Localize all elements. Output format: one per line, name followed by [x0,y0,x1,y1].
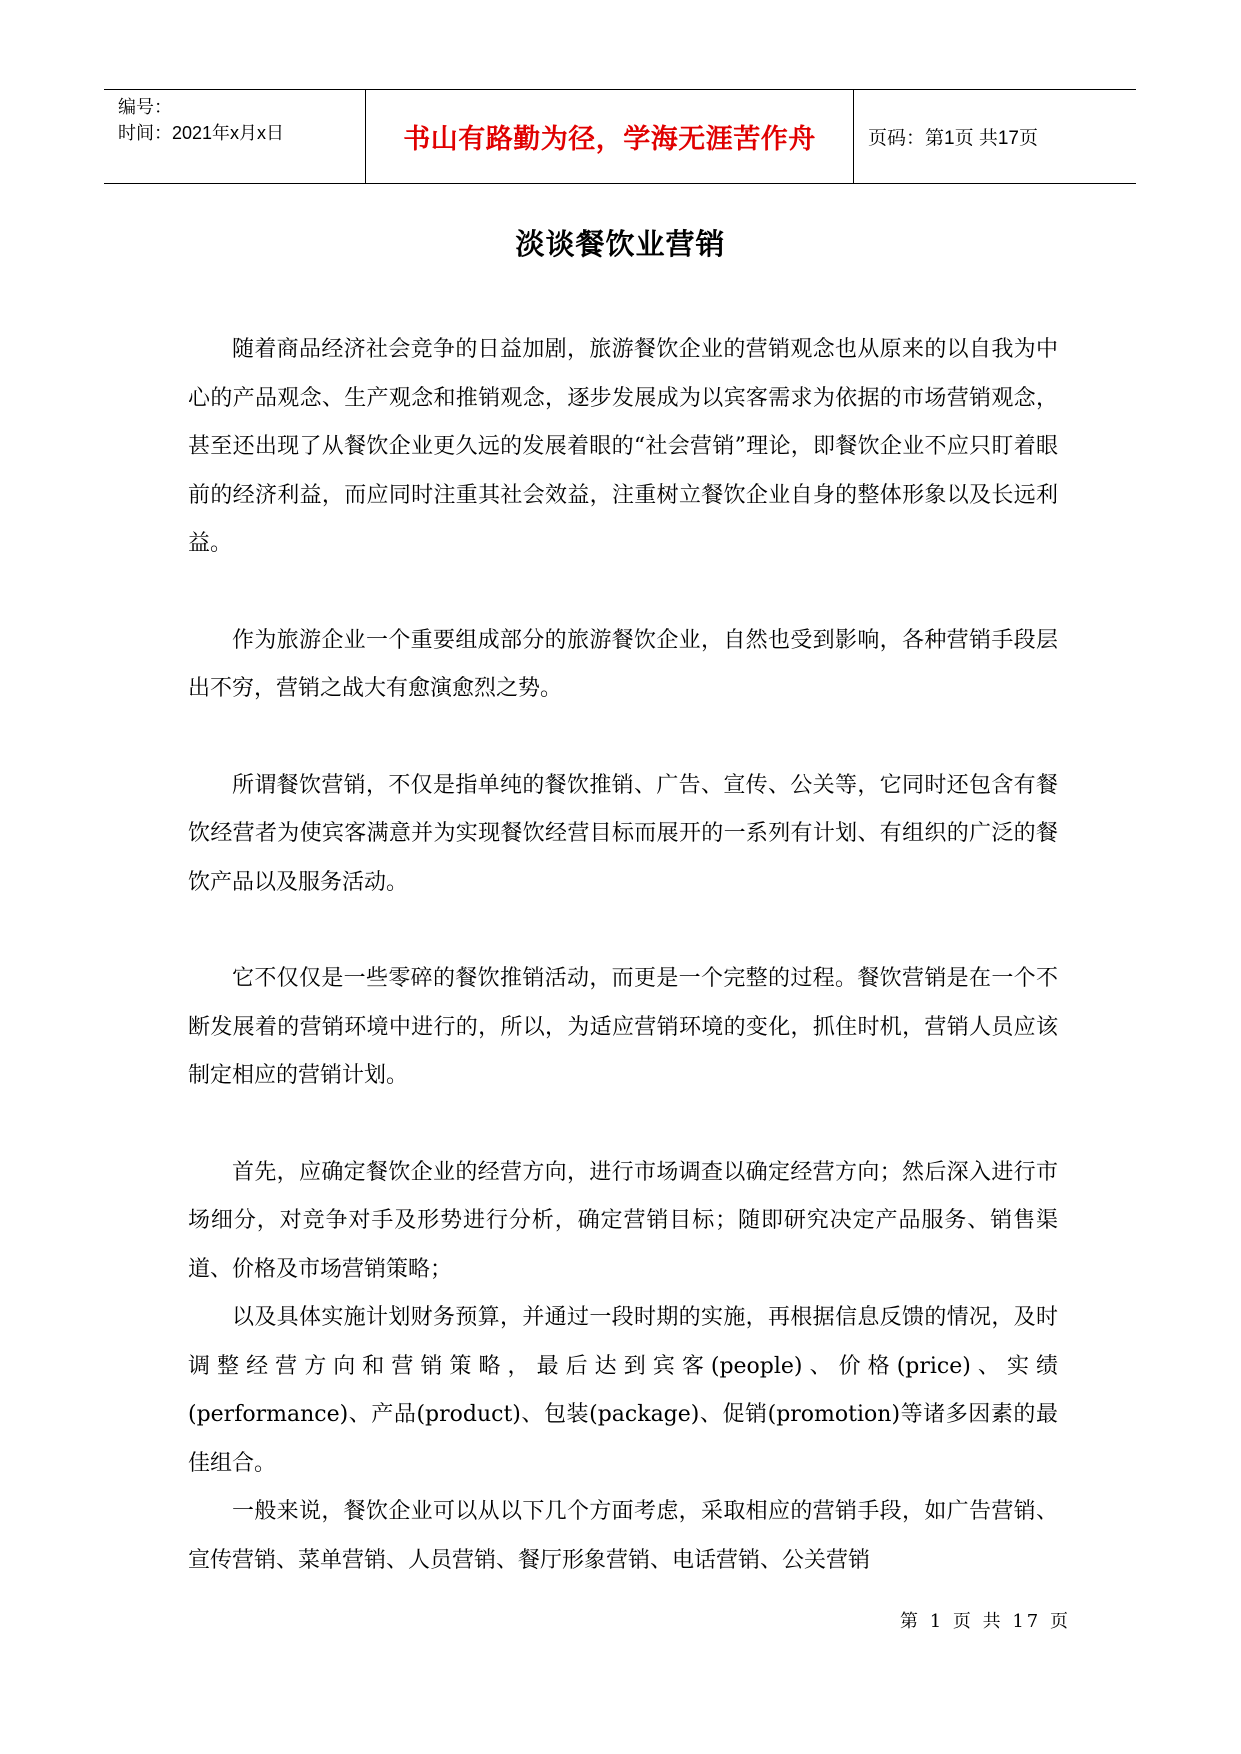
header-motto: 书山有路勤为径，学海无涯苦作舟 [366,90,854,183]
paragraph: 作为旅游企业一个重要组成部分的旅游餐饮企业，自然也受到影响，各种营销手段层出不穷，营销之战大有愈演愈烈之势。 [188,627,1058,701]
paragraph: 它不仅仅是一些零碎的餐饮推销活动，而更是一个完整的过程。餐饮营销是在一个不断发展着的营销环境中进行的，所以，为适应营销环境的变化，抓住时机，营销人员应该制定相应的营销计划。 [188,966,1058,1088]
date-label: 时间：2021年x月x日 [118,123,285,143]
document-body [188,326,1058,1585]
paragraph: 所谓餐饮营销，不仅是指单纯的餐饮推销、广告、宣传、公关等，它同时还包含有餐饮经营者为使宾客满意并为实现餐饮经营目标而展开的一系列有计划、有组织的广泛的餐饮产品以及服务活动。 [188,772,1058,895]
document-title: 淡谈餐饮业营销 [515,227,726,261]
header-meta [104,90,366,183]
paragraph: 以及具体实施计划财务预算，并通过一段时期的实施，再根据信息反馈的情况，及时调整经营方向和营销策略，最后达到宾客(people)、价格(price)、实绩(performance)、产品(product)、包装(package)、促销(promotion)等诸多因素的最佳组合。 [188,1305,1058,1476]
paragraph: 首先，应确定餐饮企业的经营方向，进行市场调查以确定经营方向；然后深入进行市场细分，对竞争对手及形势进行分析，确定营销目标；随即研究决定产品服务、销售渠道、价格及市场营销策略； [188,1159,1058,1282]
header-page-number: 页码：第1页 共17页 [868,128,1038,149]
page-footer: 第 1 页 共 17 页 [900,1611,1071,1632]
paragraph: 随着商品经济社会竞争的日益加剧，旅游餐饮企业的营销观念也从原来的以自我为中心的产品观念、生产观念和推销观念，逐步发展成为以宾客需求为依据的市场营销观念，甚至还出现了从餐饮企业更久远的发展着眼的“社会营销”理论，即餐饮企业不应只盯着眼前的经济利益，而应同时注重其社会效益，注重树立餐饮企业自身的整体形象以及长远利益。 [188,337,1058,556]
document-header [104,89,1136,184]
paragraph: 一般来说，餐饮企业可以从以下几个方面考虑，采取相应的营销手段，如广告营销、宣传营销、菜单营销、人员营销、餐厅形象营销、电话营销、公关营销 [188,1499,1058,1573]
serial-number-label: 编号： [118,97,172,117]
